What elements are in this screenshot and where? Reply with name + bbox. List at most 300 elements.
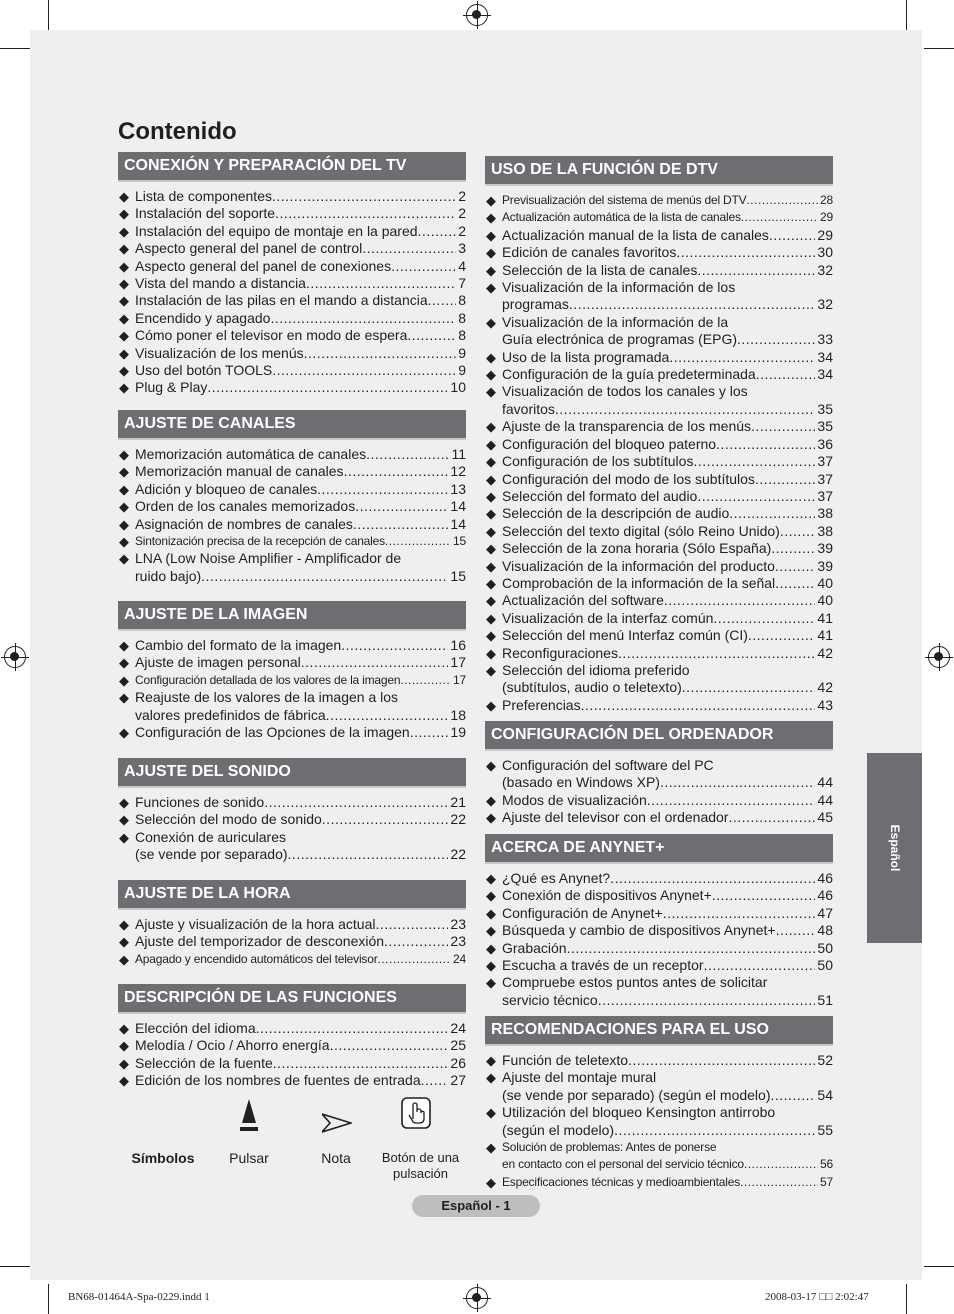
one-touch-button-label-line1: Botón de una bbox=[381, 1150, 460, 1165]
toc-entry[interactable] bbox=[118, 292, 466, 309]
toc-entry-text: ◆ Ajuste y visualización de la hora actual bbox=[135, 916, 376, 932]
crop-mark bbox=[0, 48, 30, 49]
toc-entry-text: ◆ Grabación bbox=[502, 939, 567, 956]
toc-entry[interactable] bbox=[485, 1069, 833, 1104]
dot-leader bbox=[569, 296, 816, 313]
toc-entry-text: ◆ Compruebe estos puntos antes de solicitar bbox=[502, 974, 768, 991]
dot-leader bbox=[712, 887, 816, 904]
toc-entry[interactable] bbox=[485, 792, 833, 809]
toc-page-number: 8 bbox=[458, 309, 466, 326]
toc-entry-line bbox=[502, 418, 833, 435]
dot-leader bbox=[704, 957, 816, 974]
toc-entry[interactable] bbox=[485, 592, 833, 609]
toc-entry[interactable] bbox=[118, 637, 466, 654]
toc-entry-text: (subtítulos, audio o teletexto) bbox=[502, 679, 682, 696]
toc-entry[interactable] bbox=[485, 974, 833, 1009]
dot-leader bbox=[366, 446, 449, 463]
toc-entry[interactable] bbox=[485, 575, 833, 592]
toc-entry[interactable] bbox=[118, 724, 466, 741]
dot-leader bbox=[647, 792, 816, 809]
registration-mark-icon bbox=[466, 4, 488, 26]
toc-entry[interactable] bbox=[118, 275, 466, 292]
toc-entry[interactable] bbox=[485, 471, 833, 488]
toc-entry-line bbox=[135, 933, 466, 950]
toc-entry[interactable] bbox=[485, 957, 833, 974]
toc-entry[interactable] bbox=[118, 672, 466, 689]
toc-page-number: 17 bbox=[453, 672, 466, 687]
toc-entry[interactable] bbox=[485, 192, 833, 209]
toc-entry[interactable] bbox=[485, 383, 833, 418]
toc-entry-text: ◆ Previsualización del sistema de menús del DTV bbox=[502, 193, 747, 207]
toc-entry-text: ◆ Visualización de la interfaz común bbox=[502, 609, 714, 626]
dot-leader bbox=[201, 568, 448, 585]
toc-section bbox=[485, 1016, 833, 1191]
toc-list bbox=[118, 916, 466, 968]
toc-entry-text: (según el modelo) bbox=[502, 1121, 615, 1138]
section-header: CONEXIÓN Y PREPARACIÓN DEL TV bbox=[118, 152, 466, 180]
toc-entry-text: ◆ Aspecto general del panel de control bbox=[135, 240, 363, 257]
dot-leader bbox=[755, 471, 815, 488]
toc-entry[interactable] bbox=[118, 258, 466, 275]
toc-section bbox=[485, 156, 833, 714]
toc-entry-line bbox=[135, 498, 466, 515]
toc-page-number: 9 bbox=[458, 344, 466, 361]
section-header: CONFIGURACIÓN DEL ORDENADOR bbox=[485, 721, 833, 749]
toc-entry[interactable] bbox=[485, 1139, 833, 1174]
toc-entry-line bbox=[135, 568, 466, 585]
toc-entry-line bbox=[502, 1122, 833, 1139]
toc-entry-line bbox=[135, 310, 466, 327]
toc-entry[interactable] bbox=[485, 870, 833, 887]
toc-entry-line bbox=[135, 1055, 466, 1072]
toc-entry-line bbox=[135, 292, 466, 309]
toc-page-number: 9 bbox=[458, 362, 466, 379]
toc-page-number: 38 bbox=[817, 522, 833, 539]
toc-entry[interactable] bbox=[118, 463, 466, 480]
toc-entry-line bbox=[502, 627, 833, 644]
toc-page-number: 54 bbox=[817, 1086, 833, 1103]
toc-entry-line bbox=[135, 362, 466, 379]
dot-leader bbox=[322, 811, 449, 828]
toc-entry-line bbox=[502, 262, 833, 279]
toc-entry[interactable] bbox=[485, 1104, 833, 1139]
toc-entry-text: ◆ Solución de problemas: Antes de ponerse bbox=[502, 1140, 717, 1155]
toc-page-number: 21 bbox=[450, 794, 466, 810]
toc-entry[interactable] bbox=[118, 829, 466, 864]
crop-mark bbox=[48, 0, 49, 30]
toc-section bbox=[118, 880, 466, 968]
dot-leader bbox=[697, 488, 815, 505]
dot-leader bbox=[780, 523, 816, 540]
toc-page-number: 40 bbox=[817, 574, 833, 591]
toc-entry-line bbox=[502, 523, 833, 540]
toc-entry[interactable] bbox=[118, 327, 466, 344]
toc-page-number: 52 bbox=[817, 1052, 833, 1068]
toc-entry[interactable] bbox=[118, 310, 466, 327]
toc-page-number: 23 bbox=[450, 933, 466, 950]
toc-entry[interactable] bbox=[118, 1037, 466, 1054]
toc-entry-text: ◆ Cómo poner el televisor en modo de espera bbox=[135, 327, 408, 344]
toc-entry[interactable] bbox=[485, 523, 833, 540]
dot-leader bbox=[567, 940, 816, 957]
section-header: AJUSTE DEL SONIDO bbox=[118, 758, 466, 786]
toc-page-number: 37 bbox=[817, 470, 833, 487]
toc-entry-text: ◆ Vista del mando a distancia bbox=[135, 275, 306, 292]
toc-entry-line bbox=[135, 916, 466, 933]
toc-entry-line bbox=[502, 610, 833, 627]
toc-entry[interactable] bbox=[118, 205, 466, 222]
toc-entry-text: ◆ Encendido y apagado bbox=[135, 309, 271, 326]
section-header-rule bbox=[118, 629, 466, 631]
toc-page-number: 24 bbox=[450, 1020, 466, 1036]
toc-entry-text: ◆ Especificaciones técnicas y medioambientales bbox=[502, 1174, 740, 1189]
section-header-rule bbox=[485, 862, 833, 864]
toc-entry-text: ◆ Uso del botón TOOLS bbox=[135, 362, 273, 379]
toc-entry[interactable] bbox=[118, 951, 466, 968]
toc-page-number: 37 bbox=[817, 453, 833, 470]
toc-page-number: 23 bbox=[450, 916, 466, 932]
toc-entry[interactable] bbox=[118, 550, 466, 585]
dot-leader bbox=[407, 327, 456, 344]
toc-entry[interactable] bbox=[485, 453, 833, 470]
toc-page-number: 14 bbox=[450, 498, 466, 515]
toc-entry[interactable] bbox=[118, 498, 466, 515]
toc-entry[interactable] bbox=[485, 809, 833, 826]
toc-entry-text: ◆ Elección del idioma bbox=[135, 1020, 256, 1036]
dot-leader bbox=[618, 645, 815, 662]
toc-page-number: 41 bbox=[817, 609, 833, 626]
language-side-tab bbox=[867, 753, 922, 943]
toc-page-number: 39 bbox=[817, 557, 833, 574]
toc-list bbox=[118, 637, 466, 741]
section-header-rule bbox=[118, 1012, 466, 1014]
toc-entry[interactable] bbox=[485, 209, 833, 226]
toc-entry-line bbox=[502, 296, 833, 313]
dot-leader bbox=[751, 418, 815, 435]
toc-entry-line bbox=[135, 1037, 466, 1054]
dot-leader bbox=[771, 540, 815, 557]
toc-entry-text: ◆ Selección del formato del audio bbox=[502, 487, 698, 504]
registration-mark-icon bbox=[4, 646, 26, 668]
section-header-rule bbox=[485, 749, 833, 751]
toc-entry[interactable] bbox=[485, 558, 833, 575]
toc-entry-text: ◆ Configuración de los subtítulos bbox=[502, 453, 694, 470]
toc-entry-text: ◆ Selección de la fuente bbox=[135, 1054, 273, 1071]
section-header: DESCRIPCIÓN DE LAS FUNCIONES bbox=[118, 984, 466, 1012]
toc-entry-text: ◆ Comprobación de la información de la señal bbox=[502, 574, 776, 591]
toc-page-number: 15 bbox=[453, 534, 466, 549]
toc-entry-text: en contacto con el personal del servicio técnico bbox=[502, 1157, 744, 1172]
toc-entry[interactable] bbox=[485, 697, 833, 714]
toc-section bbox=[118, 601, 466, 741]
toc-entry-line bbox=[135, 724, 466, 741]
toc-page-number: 36 bbox=[817, 435, 833, 452]
toc-page-number: 34 bbox=[817, 366, 833, 383]
toc-entry-line bbox=[502, 697, 833, 714]
toc-entry-text: ◆ Orden de los canales memorizados bbox=[135, 498, 356, 515]
toc-entry-text: ◆ Selección del idioma preferido bbox=[502, 661, 690, 678]
toc-page-number: 15 bbox=[450, 567, 466, 584]
toc-entry[interactable] bbox=[485, 540, 833, 557]
toc-page-number: 22 bbox=[450, 811, 466, 828]
toc-entry[interactable] bbox=[118, 794, 466, 811]
toc-entry-line bbox=[502, 453, 833, 470]
toc-entry-text: ◆ Asignación de nombres de canales bbox=[135, 515, 353, 532]
dot-leader bbox=[301, 654, 449, 671]
toc-list bbox=[485, 757, 833, 827]
toc-entry-line bbox=[135, 811, 466, 828]
dot-leader bbox=[256, 1020, 449, 1037]
toc-page-number: 3 bbox=[458, 240, 466, 257]
toc-entry-line bbox=[502, 1052, 833, 1069]
toc-list bbox=[485, 870, 833, 1009]
toc-entry-text: ◆ Visualización de la información del producto bbox=[502, 557, 775, 574]
toc-entry[interactable] bbox=[485, 505, 833, 522]
toc-entry[interactable] bbox=[485, 262, 833, 279]
toc-entry-text: (se vende por separado) (según el modelo) bbox=[502, 1086, 771, 1103]
toc-list bbox=[118, 794, 466, 864]
toc-page-number: 19 bbox=[450, 724, 466, 741]
dot-leader bbox=[729, 505, 815, 522]
toc-list bbox=[485, 1052, 833, 1191]
toc-entry-line bbox=[502, 575, 833, 592]
toc-page-number: 56 bbox=[820, 1157, 833, 1172]
toc-page-number: 2 bbox=[458, 222, 466, 239]
toc-entry-line bbox=[135, 1020, 466, 1037]
dot-leader bbox=[598, 992, 816, 1009]
crop-mark bbox=[906, 1284, 907, 1314]
symbols-legend bbox=[118, 1095, 468, 1195]
dot-leader bbox=[682, 679, 816, 696]
dot-leader bbox=[362, 240, 456, 257]
toc-page-number: 8 bbox=[458, 327, 466, 344]
toc-entry[interactable] bbox=[485, 244, 833, 261]
toc-entry-line bbox=[135, 188, 466, 205]
toc-entry-line bbox=[502, 227, 833, 244]
toc-page-number: 25 bbox=[450, 1037, 466, 1054]
toc-entry-text: favoritos bbox=[502, 400, 555, 417]
toc-entry-line bbox=[502, 774, 833, 791]
toc-page-number: 14 bbox=[450, 515, 466, 532]
toc-entry-text: ◆ Edición de los nombres de fuentes de entrada bbox=[135, 1072, 421, 1089]
toc-page-number: 44 bbox=[817, 791, 833, 808]
toc-entry-text: ◆ Memorización automática de canales bbox=[135, 446, 367, 462]
toc-entry-line bbox=[502, 1087, 833, 1104]
toc-page-number: 41 bbox=[817, 627, 833, 644]
dot-leader bbox=[748, 627, 816, 644]
page-number-footer: Español - 1 bbox=[412, 1195, 540, 1217]
toc-list bbox=[118, 188, 466, 397]
toc-entry-text: ◆ Configuración de la guía predeterminada bbox=[502, 366, 756, 383]
toc-entry-text: ◆ Reajuste de los valores de la imagen a los bbox=[135, 689, 399, 706]
toc-entry-text: ◆ Configuración de las Opciones de la imagen bbox=[135, 724, 410, 741]
dot-leader bbox=[776, 922, 816, 939]
toc-entry[interactable] bbox=[485, 887, 833, 904]
toc-entry[interactable] bbox=[118, 533, 466, 550]
toc-entry-text: ◆ Conexión de dispositivos Anynet+ bbox=[502, 887, 712, 904]
toc-entry[interactable] bbox=[485, 627, 833, 644]
dot-leader bbox=[775, 575, 815, 592]
toc-entry[interactable] bbox=[118, 481, 466, 498]
toc-entry-line bbox=[135, 275, 466, 292]
toc-entry-text: ◆ Actualización automática de la lista de canales bbox=[502, 210, 741, 225]
dot-leader bbox=[317, 481, 448, 498]
dot-leader bbox=[375, 916, 448, 933]
dot-leader bbox=[737, 331, 815, 348]
toc-entry[interactable] bbox=[118, 689, 466, 724]
toc-entry[interactable] bbox=[485, 940, 833, 957]
dot-leader bbox=[385, 533, 451, 550]
toc-page-number: 10 bbox=[450, 379, 466, 396]
toc-page-number: 13 bbox=[450, 480, 466, 497]
toc-entry[interactable] bbox=[118, 223, 466, 240]
toc-entry[interactable] bbox=[485, 227, 833, 244]
dot-leader bbox=[660, 774, 815, 791]
toc-entry-text: ◆ Edición de canales favoritos bbox=[502, 244, 677, 261]
dot-leader bbox=[756, 366, 816, 383]
toc-entry[interactable] bbox=[118, 345, 466, 362]
toc-entry-line bbox=[502, 1156, 833, 1173]
toc-entry-text: ◆ Visualización de la información de la bbox=[502, 313, 729, 330]
toc-entry-text: ◆ Funciones de sonido bbox=[135, 794, 265, 810]
section-header: RECOMENDACIONES PARA EL USO bbox=[485, 1016, 833, 1044]
toc-entry[interactable] bbox=[485, 279, 833, 314]
toc-entry[interactable] bbox=[118, 1020, 466, 1037]
toc-entry-line bbox=[135, 672, 466, 689]
dot-leader bbox=[355, 498, 448, 515]
toc-entry-text: programas bbox=[502, 296, 569, 313]
one-touch-button-label-line2: pulsación bbox=[393, 1166, 448, 1181]
page-title: Contenido bbox=[118, 118, 237, 145]
toc-entry[interactable] bbox=[485, 436, 833, 453]
toc-entry-line bbox=[135, 379, 466, 396]
toc-entry[interactable] bbox=[485, 349, 833, 366]
dot-leader bbox=[384, 933, 448, 950]
toc-entry-text: ◆ Selección del modo de sonido bbox=[135, 811, 322, 828]
dot-leader bbox=[664, 592, 816, 609]
toc-entry-line bbox=[135, 481, 466, 498]
toc-entry[interactable] bbox=[118, 1072, 466, 1089]
toc-page-number: 44 bbox=[817, 774, 833, 791]
section-header: USO DE LA FUNCIÓN DE DTV bbox=[485, 156, 833, 184]
toc-page-number: 35 bbox=[817, 418, 833, 435]
toc-entry[interactable] bbox=[485, 905, 833, 922]
toc-page-number: 42 bbox=[817, 679, 833, 696]
toc-page-number: 22 bbox=[450, 846, 466, 863]
symbols-heading: Símbolos bbox=[131, 1150, 195, 1166]
toc-page-number: 46 bbox=[817, 870, 833, 886]
toc-entry[interactable] bbox=[485, 662, 833, 697]
toc-entry-text: ◆ Instalación del equipo de montaje en la pared bbox=[135, 222, 418, 239]
toc-entry-line bbox=[502, 940, 833, 957]
toc-entry-line bbox=[135, 240, 466, 257]
toc-entry-line bbox=[135, 1072, 466, 1089]
toc-entry-text: ◆ Ajuste del televisor con el ordenador bbox=[502, 809, 729, 826]
toc-entry[interactable] bbox=[118, 933, 466, 950]
toc-entry[interactable] bbox=[118, 516, 466, 533]
toc-entry[interactable] bbox=[485, 488, 833, 505]
toc-entry-text: ◆ Aspecto general del panel de conexiones bbox=[135, 257, 392, 274]
toc-entry[interactable] bbox=[485, 1174, 833, 1191]
toc-entry-line bbox=[502, 192, 833, 209]
toc-entry[interactable] bbox=[118, 446, 466, 463]
dot-leader bbox=[746, 192, 818, 209]
toc-entry-text: ruido bajo) bbox=[135, 567, 202, 584]
crop-mark bbox=[924, 48, 954, 49]
toc-entry-line bbox=[135, 205, 466, 222]
toc-entry-line bbox=[502, 957, 833, 974]
toc-entry[interactable] bbox=[118, 654, 466, 671]
toc-section bbox=[118, 758, 466, 864]
toc-entry[interactable] bbox=[118, 188, 466, 205]
toc-entry[interactable] bbox=[118, 811, 466, 828]
toc-entry-line bbox=[502, 679, 833, 696]
toc-entry[interactable] bbox=[485, 1052, 833, 1069]
toc-entry[interactable] bbox=[485, 418, 833, 435]
toc-entry[interactable] bbox=[118, 379, 466, 396]
toc-entry[interactable] bbox=[485, 610, 833, 627]
toc-page-number: 45 bbox=[817, 809, 833, 826]
dot-leader bbox=[341, 637, 448, 654]
toc-page-number: 29 bbox=[817, 226, 833, 243]
toc-entry-line bbox=[502, 992, 833, 1009]
toc-entry-text: ◆ Visualización de la información de los bbox=[502, 279, 736, 296]
toc-entry[interactable] bbox=[485, 922, 833, 939]
toc-page-number: 42 bbox=[817, 644, 833, 661]
toc-entry-text: ◆ Visualización de los menús bbox=[135, 344, 304, 361]
toc-entry-line bbox=[502, 905, 833, 922]
crop-mark bbox=[906, 0, 907, 30]
toc-entry-line bbox=[135, 533, 466, 550]
toc-entry-text: ◆ Instalación de las pilas en el mando a distancia bbox=[135, 292, 428, 309]
toc-entry[interactable] bbox=[485, 366, 833, 383]
toc-entry[interactable] bbox=[118, 362, 466, 379]
toc-entry[interactable] bbox=[485, 314, 833, 349]
toc-entry-text: ◆ Sintonización precisa de la recepción de canales bbox=[135, 534, 385, 549]
section-header: AJUSTE DE LA HORA bbox=[118, 880, 466, 908]
toc-entry-line bbox=[502, 401, 833, 418]
toc-entry-line bbox=[502, 870, 833, 887]
toc-page-number: 48 bbox=[817, 922, 833, 939]
section-header-rule bbox=[118, 908, 466, 910]
dot-leader bbox=[270, 310, 456, 327]
toc-entry-line bbox=[502, 887, 833, 904]
toc-entry-text: Guía electrónica de programas (EPG) bbox=[502, 331, 737, 348]
toc-entry-text: ◆ Selección de la lista de canales bbox=[502, 261, 698, 278]
toc-entry-line bbox=[135, 637, 466, 654]
toc-entry[interactable] bbox=[118, 1055, 466, 1072]
toc-page-number: 37 bbox=[817, 487, 833, 504]
toc-entry[interactable] bbox=[485, 645, 833, 662]
toc-entry-line bbox=[502, 540, 833, 557]
toc-entry-text: ◆ Selección del menú Interfaz común (CI) bbox=[502, 627, 748, 644]
dot-leader bbox=[697, 262, 815, 279]
toc-page-number: 16 bbox=[450, 637, 466, 653]
toc-list bbox=[485, 192, 833, 714]
toc-entry[interactable] bbox=[485, 757, 833, 792]
toc-entry[interactable] bbox=[118, 240, 466, 257]
section-header: AJUSTE DE CANALES bbox=[118, 410, 466, 438]
toc-entry[interactable] bbox=[118, 916, 466, 933]
toc-entry-text: ◆ Adición y bloqueo de canales bbox=[135, 480, 318, 497]
toc-section bbox=[118, 410, 466, 585]
side-tab-label: Español bbox=[887, 824, 902, 872]
toc-page-number: 47 bbox=[817, 904, 833, 921]
section-header-rule bbox=[118, 180, 466, 182]
toc-entry-text: ◆ Visualización de todos los canales y los bbox=[502, 383, 748, 400]
toc-page-number: 55 bbox=[817, 1121, 833, 1138]
toc-entry-line bbox=[135, 654, 466, 671]
